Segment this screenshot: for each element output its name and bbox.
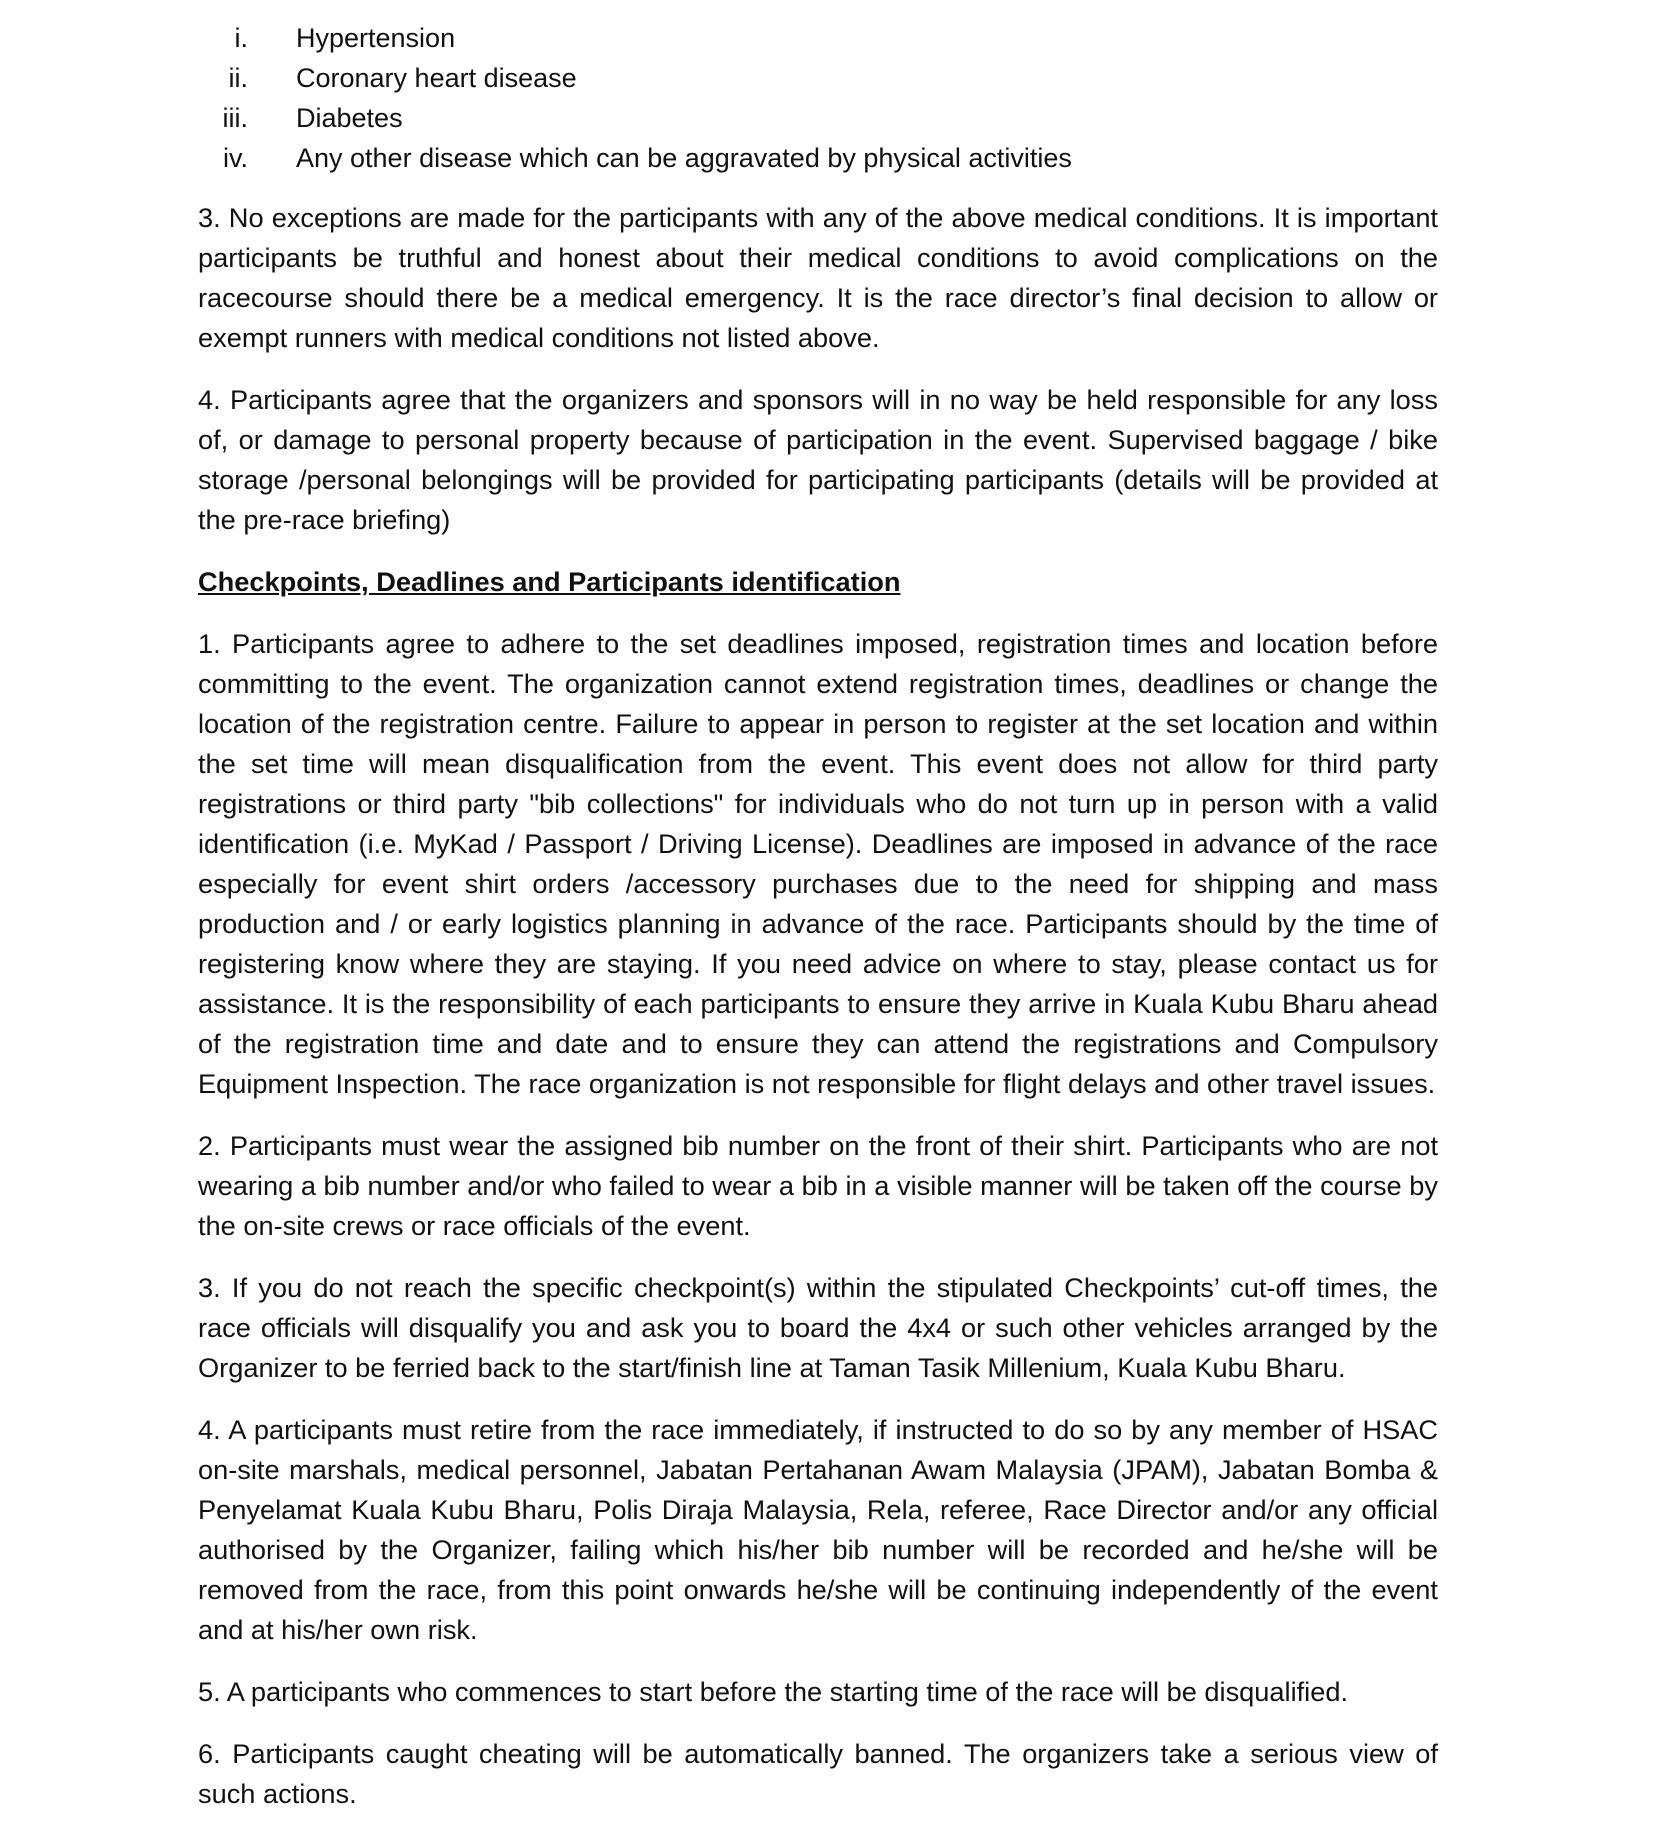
list-item-number: ii. (228, 63, 248, 93)
list-item-number: iii. (222, 103, 248, 133)
checkpoint-paragraph-5: 5. A participants who commences to start before the starting time of the race will be disqualified. (198, 1676, 1349, 1707)
list-item-number: i. (234, 23, 248, 53)
list-item-text: Coronary heart disease (296, 63, 577, 93)
checkpoint-paragraph-4: 4. A participants must retire from the race immediately, if instructed to do so by any member of HSAC on-site marshals, medical personnel, Jabatan Pertahanan Awam Malaysia (JPAM), Jabatan Bomba & Penyelamat Kuala Kubu Bharu, Polis Diraja Malaysia, Rela, referee, Race Director and/or any official authorised by the Organizer, failing which his/her bib number will be recorded and he/she will be removed from the race, from this point onwards he/she will be continuing independently of the event and at his/her own risk. (198, 1414, 1438, 1645)
section-heading: Checkpoints, Deadlines and Participants identification (198, 566, 901, 597)
medical-conditions-list (198, 18, 1438, 178)
checkpoint-paragraph-6: 6. Participants caught cheating will be automatically banned. The organizers take a serious view of such actions. (198, 1738, 1438, 1809)
list-item-number: iv. (223, 143, 248, 173)
medical-paragraph-4: 4. Participants agree that the organizers and sponsors will in no way be held responsible for any loss of, or damage to personal property because of participation in the event. Supervised baggage / bike storage /personal belongings will be provided for participating participants (details will be provided at the pre-race briefing) (198, 384, 1438, 535)
list-item (198, 138, 1438, 178)
document-page (198, 18, 1438, 1836)
checkpoint-paragraph-3: 3. If you do not reach the specific checkpoint(s) within the stipulated Checkpoints’ cut-off times, the race officials will disqualify you and ask you to board the 4x4 or such other vehicles arranged by the Organizer to be ferried back to the start/finish line at Taman Tasik Millenium, Kuala Kubu Bharu. (198, 1272, 1438, 1383)
list-item (198, 18, 1438, 58)
checkpoint-paragraph-2: 2. Participants must wear the assigned bib number on the front of their shirt. Participants who are not wearing a bib number and/or who failed to wear a bib in a visible manner will be taken off the course by the on-site crews or race officials of the event. (198, 1130, 1438, 1241)
list-item-text: Diabetes (296, 103, 403, 133)
list-item-text: Any other disease which can be aggravated by physical activities (296, 143, 1072, 173)
checkpoint-paragraph-1: 1. Participants agree to adhere to the set deadlines imposed, registration times and location before committing to the event. The organization cannot extend registration times, deadlines or change the location of the registration centre. Failure to appear in person to register at the set location and within the set time will mean disqualification from the event. This event does not allow for third party registrations or third party "bib collections" for individuals who do not turn up in person with a valid identification (i.e. MyKad / Passport / Driving License). Deadlines are imposed in advance of the race especially for event shirt orders /accessory purchases due to the need for shipping and mass production and / or early logistics planning in advance of the race. Participants should by the time of registering know where they are staying. If you need advice on where to stay, please contact us for assistance. It is the responsibility of each participants to ensure they arrive in Kuala Kubu Bharu ahead of the registration time and date and to ensure they can attend the registrations and Compulsory Equipment Inspection. The race organization is not responsible for flight delays and other travel issues. (198, 628, 1438, 1099)
list-item-text: Hypertension (296, 23, 456, 53)
list-item (198, 98, 1438, 138)
medical-paragraph-3: 3. No exceptions are made for the participants with any of the above medical conditions. It is important participants be truthful and honest about their medical conditions to avoid complications on the racecourse should there be a medical emergency. It is the race director’s final decision to allow or exempt runners with medical conditions not listed above. (198, 202, 1438, 353)
list-item (198, 58, 1438, 98)
